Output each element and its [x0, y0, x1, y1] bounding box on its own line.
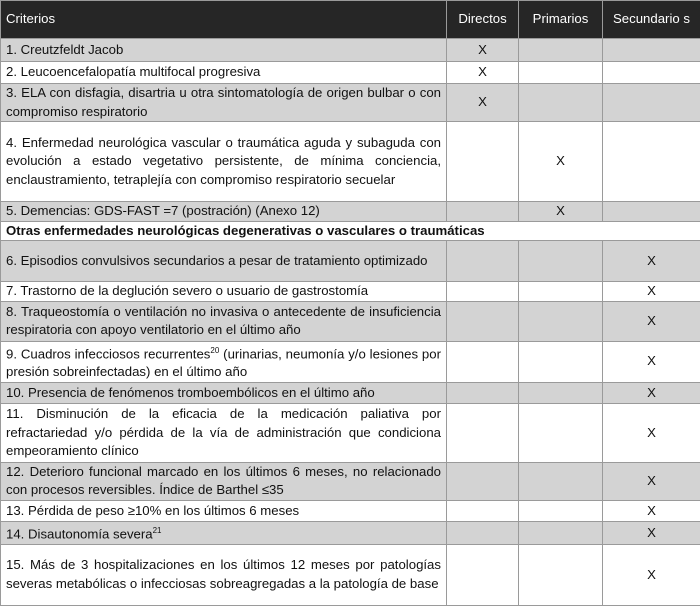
secundarios-mark: X	[603, 341, 700, 382]
table-row	[1, 301, 700, 341]
primarios-mark	[519, 521, 603, 544]
primarios-mark	[519, 462, 603, 500]
criterion-cell	[1, 202, 447, 222]
criterion-text: 1. Creutzfeldt Jacob	[6, 42, 123, 57]
criterion-cell	[1, 462, 447, 500]
primarios-mark: X	[519, 122, 603, 202]
criterion-text: 5. Demencias: GDS-FAST =7 (postración) (Anexo 12)	[6, 203, 320, 218]
header-row	[1, 1, 700, 39]
primarios-mark	[519, 84, 603, 122]
criterion-cell	[1, 341, 447, 382]
criterion-text: 14. Disautonomía severa	[6, 526, 153, 541]
primarios-mark: X	[519, 202, 603, 222]
section-row	[1, 221, 700, 241]
table-row	[1, 62, 700, 84]
directos-mark	[447, 301, 519, 341]
directos-mark	[447, 382, 519, 403]
criterion-text: 12. Deterioro funcional marcado en los últimos 6 meses, no relacionado con procesos reversibles. Índice de Barthel ≤35	[6, 464, 441, 498]
criterion-cell	[1, 382, 447, 403]
criterion-cell	[1, 122, 447, 202]
directos-mark	[447, 500, 519, 521]
criterion-cell	[1, 301, 447, 341]
directos-mark	[447, 241, 519, 282]
secundarios-mark: X	[603, 301, 700, 341]
criterion-cell	[1, 521, 447, 544]
directos-mark: X	[447, 62, 519, 84]
criterion-cell	[1, 403, 447, 462]
criterion-text: 2. Leucoencefalopatía multifocal progresiva	[6, 64, 260, 79]
directos-mark: X	[447, 39, 519, 62]
primarios-mark	[519, 62, 603, 84]
criterion-text: 10. Presencia de fenómenos tromboembólicos en el último año	[6, 385, 375, 400]
table-row	[1, 521, 700, 544]
secundarios-mark	[603, 39, 700, 62]
primarios-mark	[519, 282, 603, 302]
primarios-mark	[519, 544, 603, 605]
criterion-cell	[1, 500, 447, 521]
primarios-mark	[519, 341, 603, 382]
header-criterios: Criterios	[1, 1, 447, 39]
criterion-cell	[1, 84, 447, 122]
criterion-text: 9. Cuadros infecciosos recurrentes	[6, 346, 210, 361]
criterion-text: 4. Enfermedad neurológica vascular o traumática aguda y subaguda con evolución a estado vegetativo persistente, de mínima conciencia, enclaustramiento, tetraplejía con compromiso respiratorio secuelar	[6, 135, 441, 187]
table-row	[1, 202, 700, 222]
secundarios-mark: X	[603, 462, 700, 500]
table-row	[1, 544, 700, 605]
header-directos: Directos	[447, 1, 519, 39]
table-row	[1, 241, 700, 282]
criterion-text: 13. Pérdida de peso ≥10% en los últimos 6 meses	[6, 503, 299, 518]
directos-mark	[447, 462, 519, 500]
table-row	[1, 84, 700, 122]
primarios-mark	[519, 301, 603, 341]
table-row	[1, 122, 700, 202]
secundarios-mark: X	[603, 403, 700, 462]
header-secundarios: Secundario s	[603, 1, 700, 39]
criterion-cell	[1, 544, 447, 605]
criterion-cell	[1, 62, 447, 84]
primarios-mark	[519, 382, 603, 403]
criterion-text-cont: (urinarias, neumonía y/o lesiones por presión sobreinfectadas) en el último año	[6, 346, 441, 380]
criterion-text: 8. Traqueostomía o ventilación no invasiva o antecedente de insuficiencia respiratoria con apoyo ventilatorio en el último año	[6, 304, 441, 338]
table-row	[1, 39, 700, 62]
footnote-ref: 21	[153, 526, 162, 535]
directos-mark: X	[447, 84, 519, 122]
primarios-mark	[519, 39, 603, 62]
primarios-mark	[519, 500, 603, 521]
secundarios-mark	[603, 62, 700, 84]
secundarios-mark: X	[603, 282, 700, 302]
criterion-text: 7. Trastorno de la deglución severo o usuario de gastrostomía	[6, 283, 368, 298]
directos-mark	[447, 202, 519, 222]
criterion-cell	[1, 39, 447, 62]
directos-mark	[447, 341, 519, 382]
secundarios-mark: X	[603, 500, 700, 521]
section-heading: Otras enfermedades neurológicas degenerativas o vasculares o traumáticas	[1, 221, 700, 241]
header-primarios: Primarios	[519, 1, 603, 39]
secundarios-mark	[603, 84, 700, 122]
primarios-mark	[519, 403, 603, 462]
directos-mark	[447, 122, 519, 202]
primarios-mark	[519, 241, 603, 282]
criterion-cell	[1, 241, 447, 282]
secundarios-mark	[603, 122, 700, 202]
table-row	[1, 403, 700, 462]
directos-mark	[447, 282, 519, 302]
directos-mark	[447, 403, 519, 462]
criterion-text: 15. Más de 3 hospitalizaciones en los últimos 12 meses por patologías severas metabólicas o infecciosas sobreagregadas a la patología de base	[6, 557, 441, 591]
directos-mark	[447, 521, 519, 544]
table-row	[1, 500, 700, 521]
table-row	[1, 462, 700, 500]
table-row	[1, 382, 700, 403]
table-row	[1, 341, 700, 382]
directos-mark	[447, 544, 519, 605]
secundarios-mark	[603, 202, 700, 222]
criterion-text: 6. Episodios convulsivos secundarios a pesar de tratamiento optimizado	[6, 253, 428, 268]
secundarios-mark: X	[603, 521, 700, 544]
footnote-ref: 20	[210, 346, 219, 355]
table-row	[1, 282, 700, 302]
criterion-text: 11. Disminución de la eficacia de la medicación paliativa por refractariedad y/o pérdida de la vía de administración que condiciona empeoramiento clínico	[6, 406, 441, 458]
criterion-cell	[1, 282, 447, 302]
secundarios-mark: X	[603, 544, 700, 605]
secundarios-mark: X	[603, 241, 700, 282]
criterion-text: 3. ELA con disfagia, disartria u otra sintomatología de origen bulbar o con compromiso respiratorio	[6, 85, 441, 119]
secundarios-mark: X	[603, 382, 700, 403]
